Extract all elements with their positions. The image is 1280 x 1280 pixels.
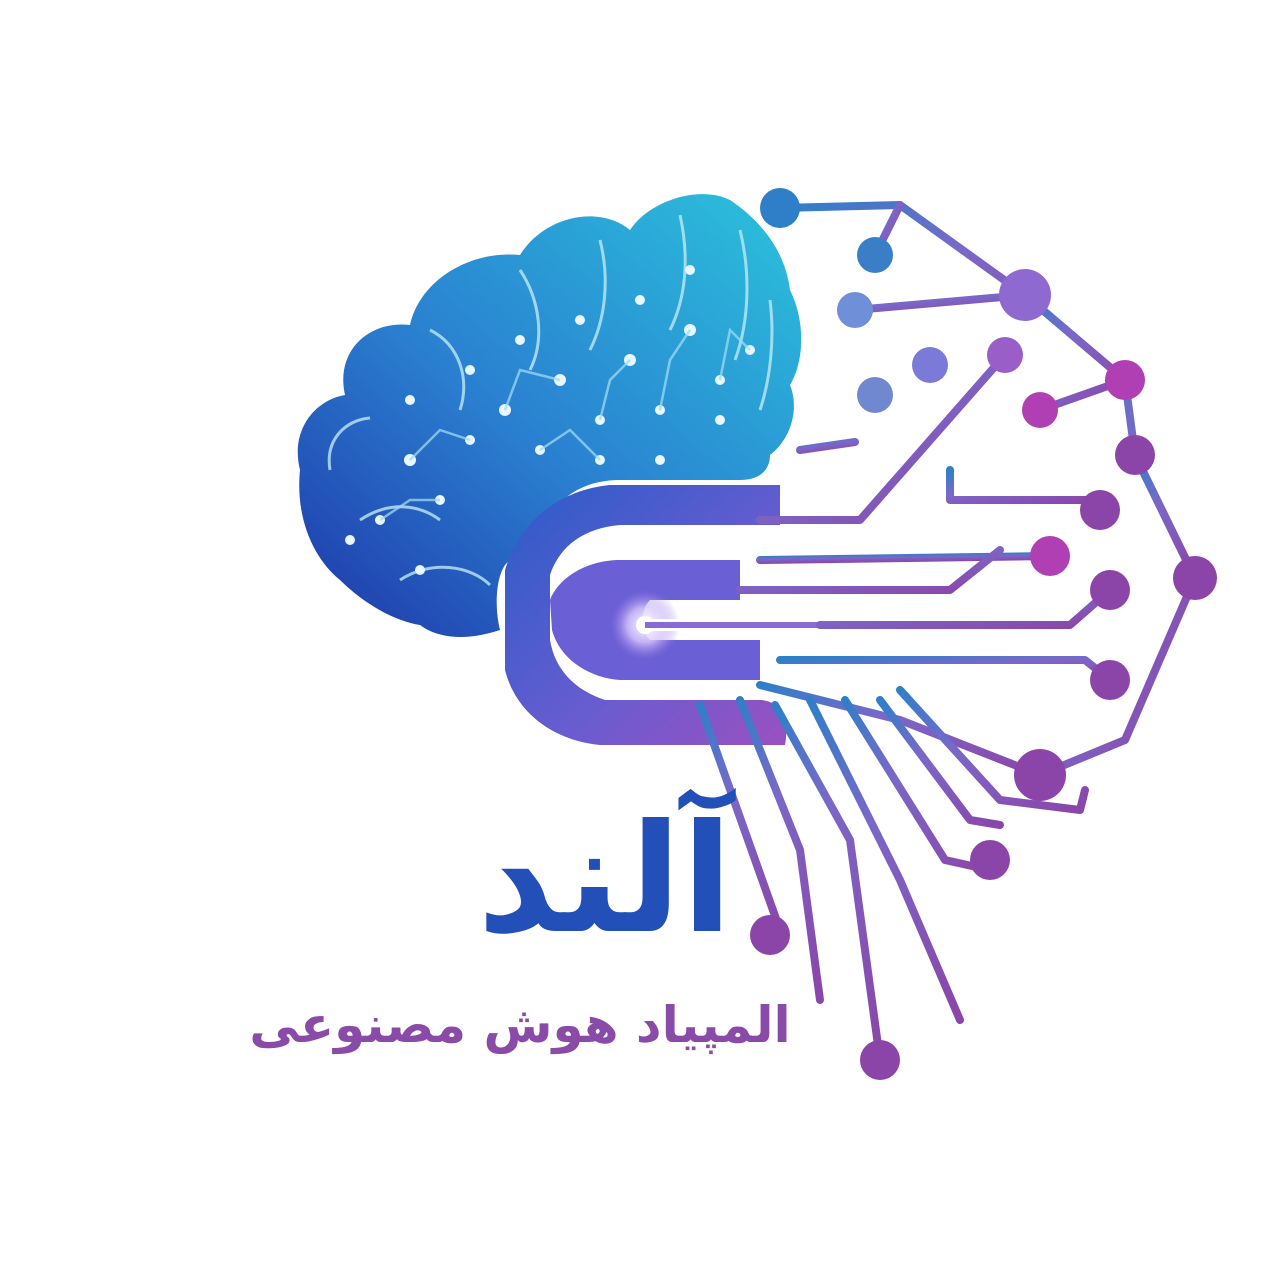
brand-name: آلند xyxy=(477,793,733,967)
brand-tagline: المپیاد هوش مصنوعی xyxy=(249,996,791,1054)
circuit-nodes xyxy=(750,188,1217,1080)
